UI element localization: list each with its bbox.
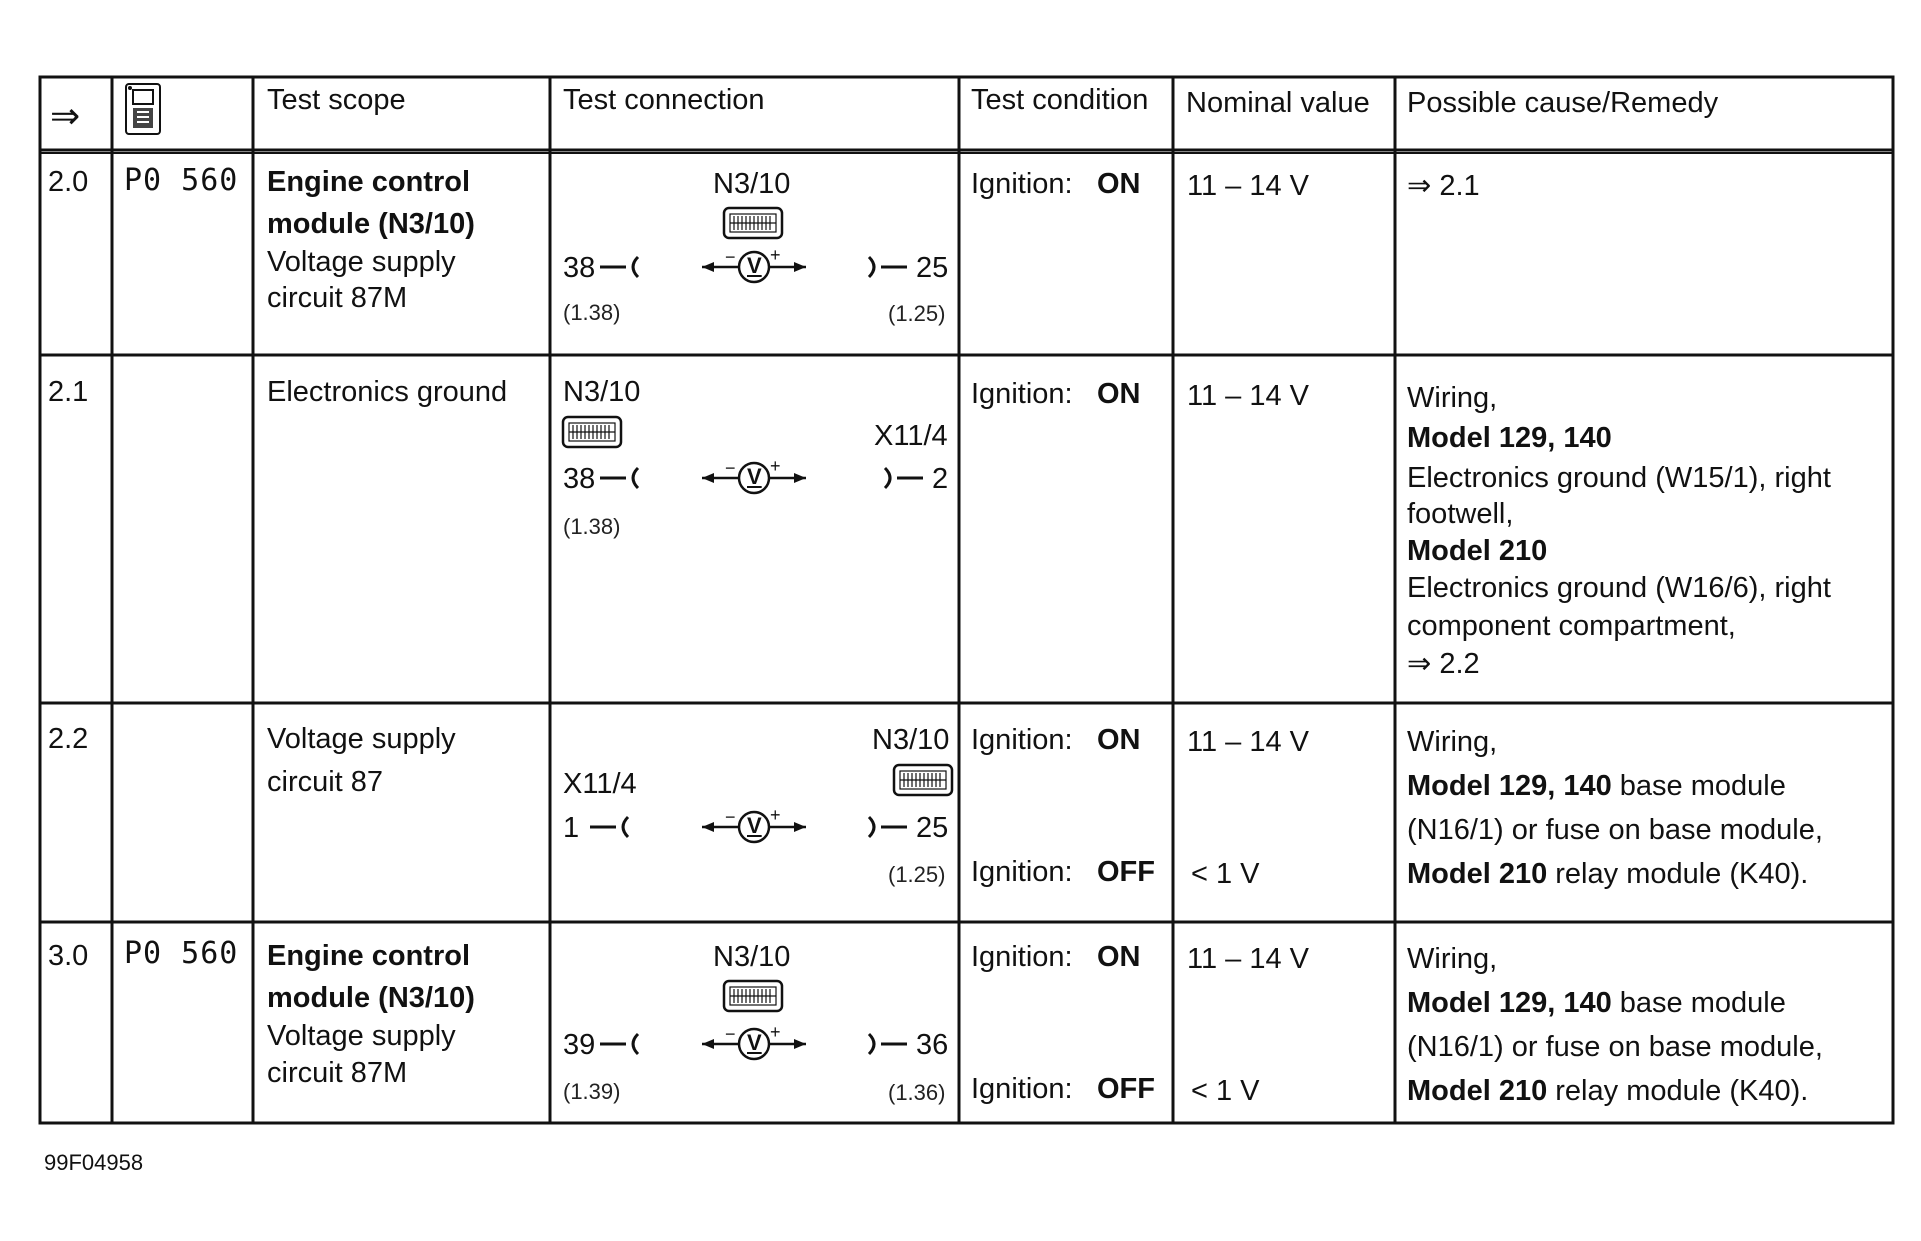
header-possible-cause: Possible cause/Remedy xyxy=(1407,87,1719,119)
remedy-line: Wiring, xyxy=(1407,382,1498,414)
pin-left-number: 39 xyxy=(563,1029,596,1061)
pin-connector-right-icon xyxy=(869,1034,907,1054)
remedy-plain: base module xyxy=(1611,987,1786,1019)
step-number: 2.1 xyxy=(48,376,89,408)
ecu-connector-icon xyxy=(724,208,782,238)
step-number: 2.2 xyxy=(48,723,89,755)
remedy-line xyxy=(1407,772,1786,801)
plus-sign: + xyxy=(770,805,781,825)
connector-label: N3/10 xyxy=(713,168,791,200)
ecu-connector-icon xyxy=(563,417,621,447)
condition-label: Ignition: xyxy=(971,941,1073,973)
remedy-line-bold: Model 129, 140 xyxy=(1407,422,1612,454)
ecu-connector-icon xyxy=(894,765,952,795)
remedy-plain: relay module (K40). xyxy=(1547,1075,1809,1107)
condition-label: Ignition: xyxy=(971,856,1073,888)
remedy-line: footwell, xyxy=(1407,498,1514,530)
remedy-bold: Model 129, 140 xyxy=(1407,770,1612,802)
condition-label: Ignition: xyxy=(971,1073,1073,1105)
pin-left-number: 38 xyxy=(563,252,596,284)
plus-sign: + xyxy=(770,245,781,265)
scope-line: circuit 87M xyxy=(267,282,408,314)
scope-line: Electronics ground xyxy=(267,376,508,408)
connector-label: X11/4 xyxy=(874,420,948,452)
pin-connector-left-icon xyxy=(600,468,638,488)
pin-right-number: 36 xyxy=(916,1029,949,1061)
remedy-line: Wiring, xyxy=(1407,726,1498,758)
nominal-value: 11 – 14 V xyxy=(1187,170,1310,202)
remedy-bold: Model 210 xyxy=(1407,858,1548,890)
remedy-line: Wiring, xyxy=(1407,943,1498,975)
voltmeter-letter: V xyxy=(747,253,762,278)
pin-right-ref: (1.36) xyxy=(888,1080,946,1105)
remedy-line: ⇒ 2.2 xyxy=(1407,648,1480,680)
remedy-line xyxy=(1407,1077,1808,1106)
plus-sign: + xyxy=(770,456,781,476)
header-test-scope: Test scope xyxy=(267,84,406,116)
condition-value: ON xyxy=(1097,941,1141,973)
pin-right-ref: (1.25) xyxy=(888,301,946,326)
voltmeter-letter: V xyxy=(747,1030,762,1055)
header-test-condition: Test condition xyxy=(971,84,1149,116)
condition-value: ON xyxy=(1097,724,1141,756)
condition-label: Ignition: xyxy=(971,378,1073,410)
condition-value: OFF xyxy=(1097,1073,1155,1105)
remedy-line: Electronics ground (W15/1), right xyxy=(1407,462,1831,494)
scope-bold-line: Engine control xyxy=(267,940,470,972)
nominal-value: < 1 V xyxy=(1191,1075,1260,1107)
connector-label: N3/10 xyxy=(872,724,950,756)
plus-sign: + xyxy=(770,1022,781,1042)
minus-sign: − xyxy=(725,247,736,267)
remedy-line xyxy=(1407,860,1808,889)
nominal-value: 11 – 14 V xyxy=(1187,380,1310,412)
remedy-plain: relay module (K40). xyxy=(1547,858,1809,890)
fault-code: P0 560 xyxy=(124,936,239,971)
scope-line: circuit 87 xyxy=(267,766,384,798)
scope-line: Voltage supply xyxy=(267,723,456,755)
remedy-text: ⇒ 2.1 xyxy=(1407,170,1480,202)
pin-right-number: 2 xyxy=(932,463,949,495)
remedy-bold: Model 129, 140 xyxy=(1407,987,1612,1019)
condition-label: Ignition: xyxy=(971,724,1073,756)
connector-label: N3/10 xyxy=(563,376,641,408)
pin-left-ref: (1.39) xyxy=(563,1079,621,1104)
remedy-line: (N16/1) or fuse on base module, xyxy=(1407,1031,1823,1063)
pin-left-number: 38 xyxy=(563,463,596,495)
pin-left-ref: (1.38) xyxy=(563,300,621,325)
step-number: 2.0 xyxy=(48,166,89,198)
pin-left-ref: (1.38) xyxy=(563,514,621,539)
pin-right-number: 25 xyxy=(916,812,949,844)
scope-line: Voltage supply xyxy=(267,246,456,278)
ecu-connector-icon xyxy=(724,981,782,1011)
remedy-line: component compartment, xyxy=(1407,610,1736,642)
pin-connector-right-icon xyxy=(869,817,907,837)
scope-bold-line: module (N3/10) xyxy=(267,982,475,1014)
nominal-value: 11 – 14 V xyxy=(1187,726,1310,758)
connector-label: N3/10 xyxy=(713,941,791,973)
voltmeter-letter: V xyxy=(747,464,762,489)
scope-bold-line: module (N3/10) xyxy=(267,208,475,240)
figure-code: 99F04958 xyxy=(44,1150,144,1175)
remedy-plain: base module xyxy=(1611,770,1786,802)
pin-connector-right-icon xyxy=(869,257,907,277)
header-nominal-value: Nominal value xyxy=(1186,87,1370,119)
condition-label: Ignition: xyxy=(971,168,1073,200)
pin-right-number: 25 xyxy=(916,252,949,284)
scope-line: circuit 87M xyxy=(267,1057,408,1089)
nominal-value: < 1 V xyxy=(1191,858,1260,890)
remedy-line: Electronics ground (W16/6), right xyxy=(1407,572,1831,604)
pin-connector-right-icon xyxy=(885,468,923,488)
minus-sign: − xyxy=(725,1024,736,1044)
pin-connector-left-icon xyxy=(600,1034,638,1054)
fault-code: P0 560 xyxy=(124,163,239,198)
header-arrow: ⇒ xyxy=(50,95,81,136)
scope-bold-line: Engine control xyxy=(267,166,470,198)
voltmeter-letter: V xyxy=(747,813,762,838)
remedy-line xyxy=(1407,989,1786,1018)
pin-right-ref: (1.25) xyxy=(888,862,946,887)
condition-value: OFF xyxy=(1097,856,1155,888)
remedy-bold: Model 210 xyxy=(1407,1075,1548,1107)
pin-left-number: 1 xyxy=(563,812,580,844)
remedy-line-bold: Model 210 xyxy=(1407,535,1548,567)
minus-sign: − xyxy=(725,458,736,478)
scope-line: Voltage supply xyxy=(267,1020,456,1052)
nominal-value: 11 – 14 V xyxy=(1187,943,1310,975)
step-number: 3.0 xyxy=(48,940,89,972)
pin-connector-left-icon xyxy=(600,257,638,277)
connector-label: X11/4 xyxy=(563,768,637,800)
condition-value: ON xyxy=(1097,378,1141,410)
condition-value: ON xyxy=(1097,168,1141,200)
remedy-line: (N16/1) or fuse on base module, xyxy=(1407,814,1823,846)
pin-connector-left-icon xyxy=(590,817,628,837)
header-test-connection: Test connection xyxy=(563,84,765,116)
tester-icon xyxy=(126,84,160,134)
minus-sign: − xyxy=(725,807,736,827)
